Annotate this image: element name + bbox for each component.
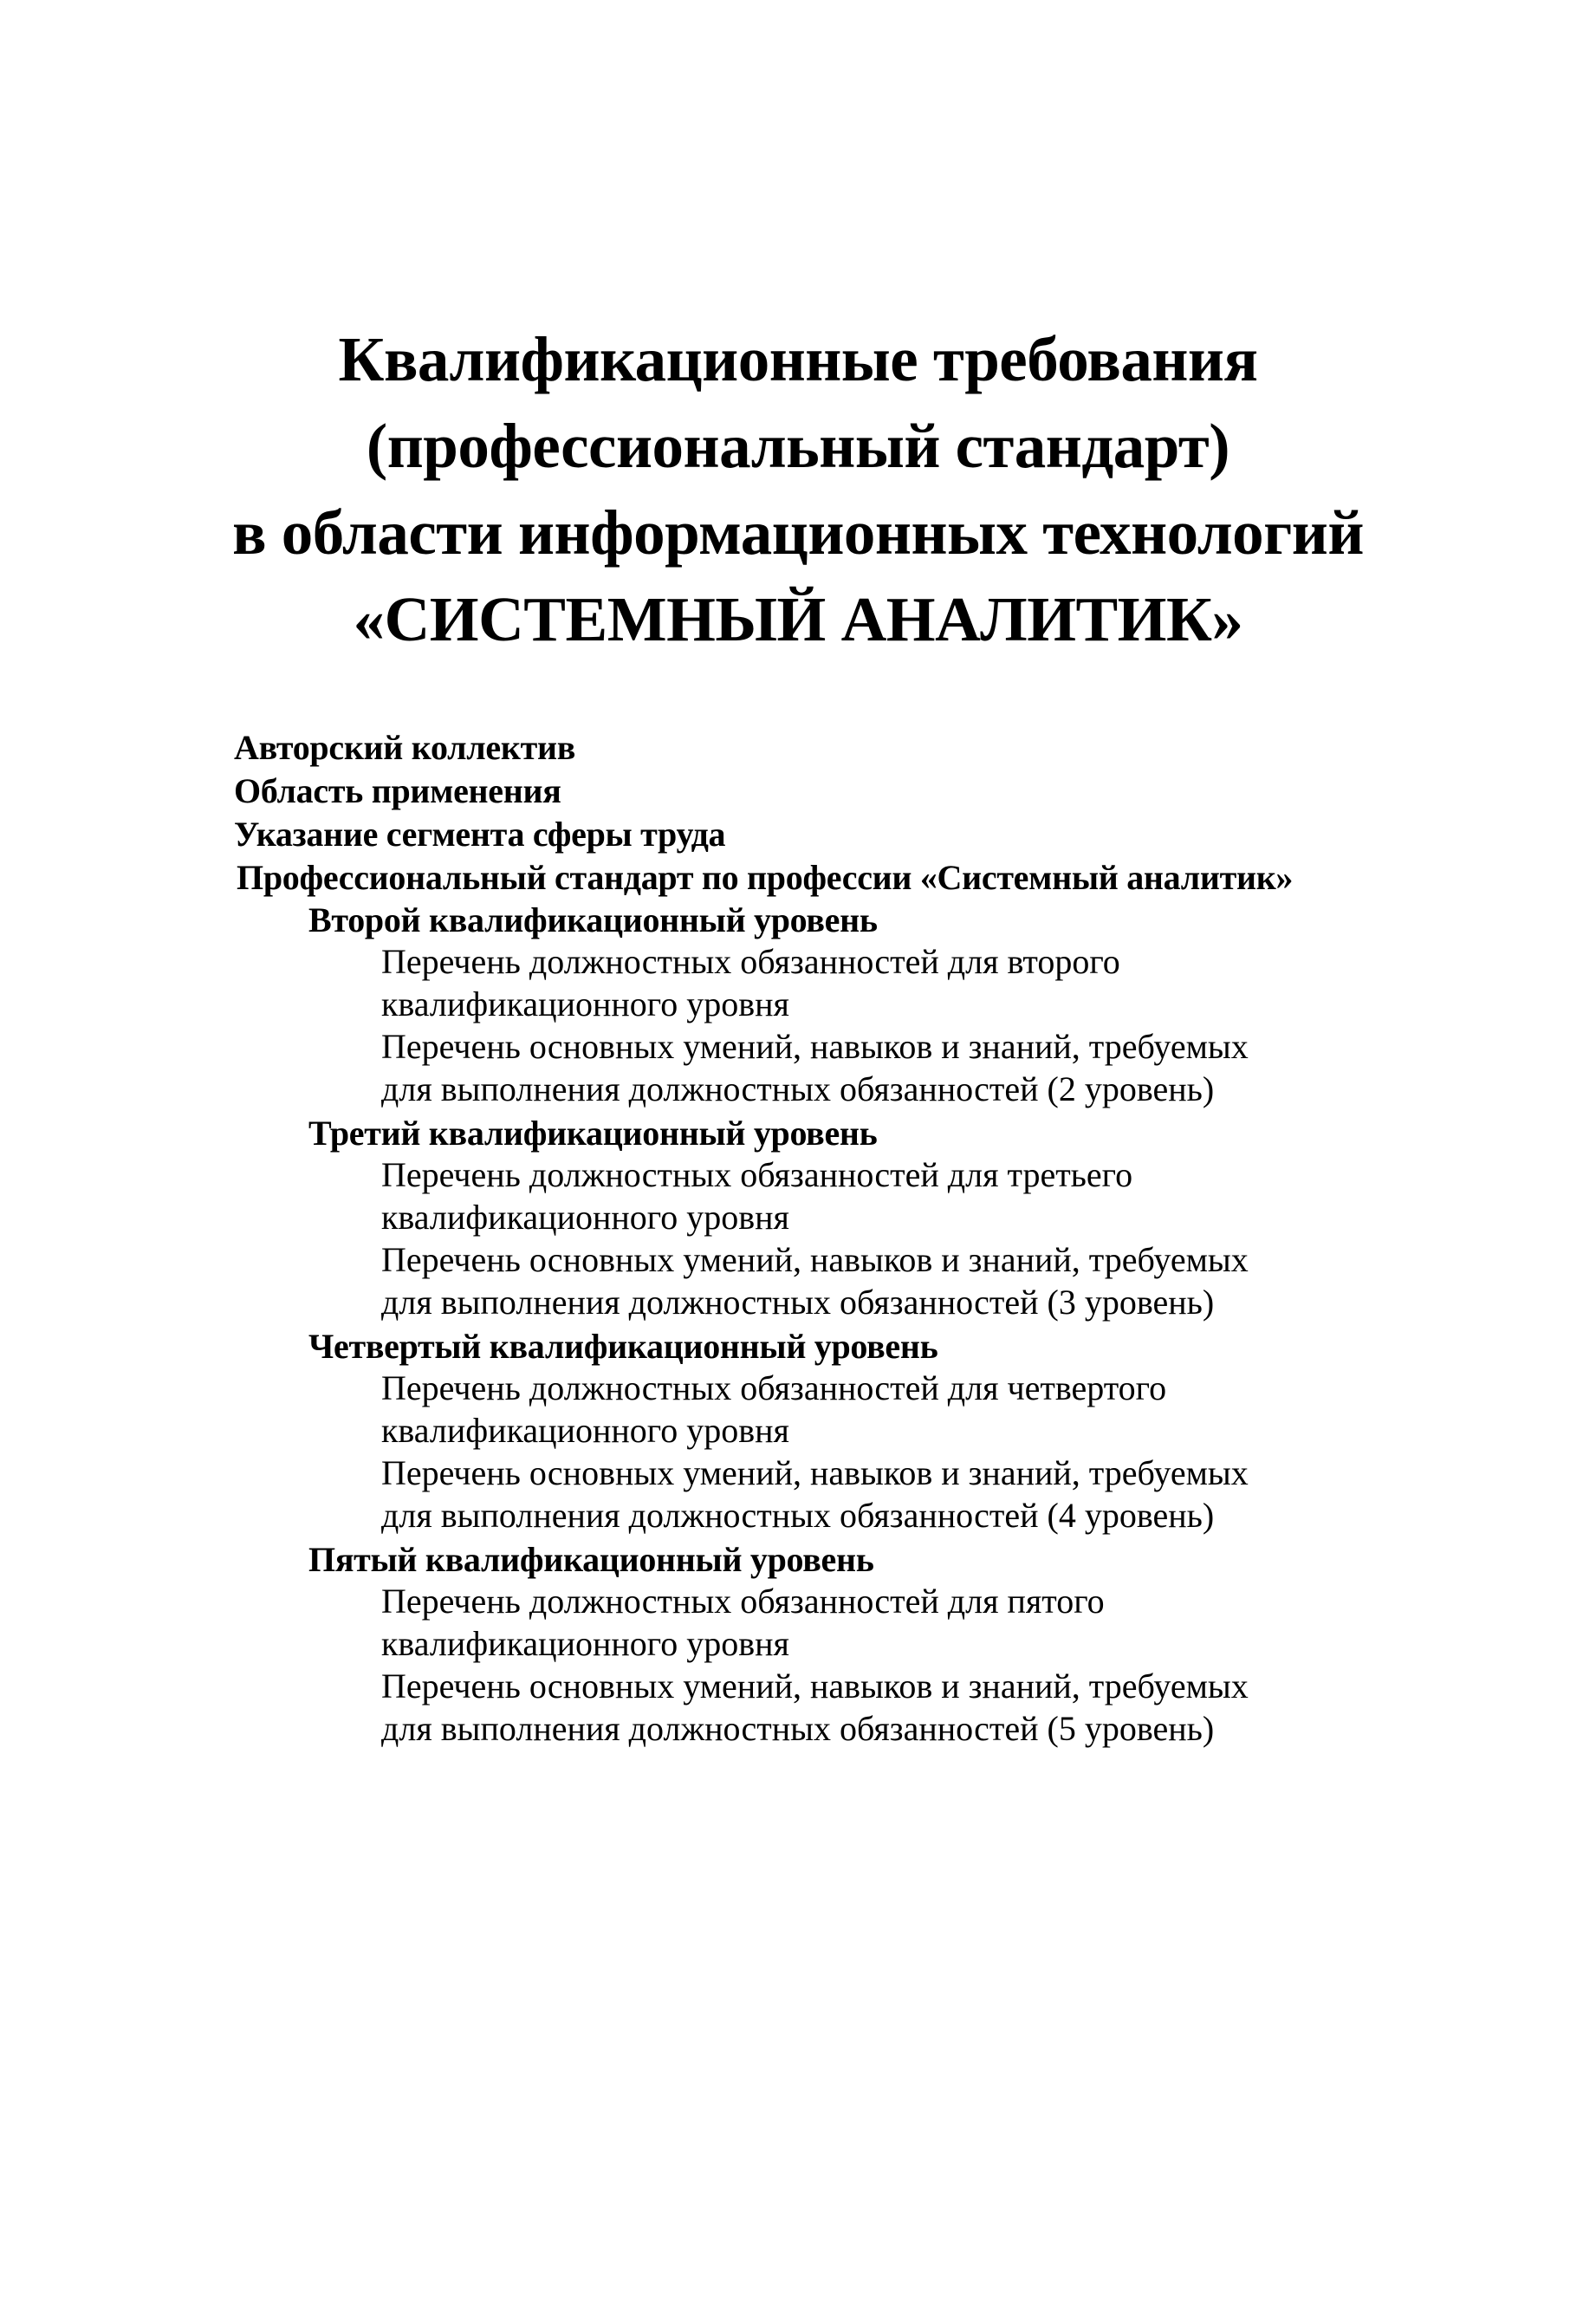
toc-item-level-4-skills[interactable] [381,1452,1249,1537]
toc-line: Перечень основных умений, навыков и знаний, требуемых [381,1667,1249,1706]
toc-item-authors[interactable]: Авторский коллектив [234,728,576,767]
title-line: Квалификационные требования [338,324,1258,394]
toc-item-level-3-skills[interactable] [381,1238,1249,1323]
toc-line: для выполнения должностных обязанностей (5 уровень) [381,1709,1215,1748]
toc-item-level-2-duties[interactable] [381,940,1120,1025]
toc-line: Перечень должностных обязанностей для третьего [381,1155,1133,1194]
toc-line: Перечень основных умений, навыков и знаний, требуемых [381,1240,1249,1279]
toc-item-level-4[interactable]: Четвертый квалификационный уровень [308,1327,938,1366]
toc-line: Перечень должностных обязанностей для второго [381,942,1120,981]
toc-item-level-5-duties[interactable] [381,1580,1105,1665]
toc-line: квалификационного уровня [381,1198,789,1237]
toc-item-level-3[interactable]: Третий квалификационный уровень [308,1114,878,1153]
toc-item-scope[interactable]: Область применения [234,771,561,810]
toc-item-level-4-duties[interactable] [381,1367,1166,1452]
toc-item-standard[interactable]: Профессиональный стандарт по профессии «Системный аналитик» [237,858,1294,897]
toc-line: квалификационного уровня [381,984,789,1023]
toc-item-level-3-duties[interactable] [381,1153,1132,1238]
toc-item-level-2-skills[interactable] [381,1025,1249,1110]
title-line: в области информационных технологий [232,497,1364,568]
toc-line: Перечень основных умений, навыков и знаний, требуемых [381,1027,1249,1066]
toc-line: Перечень должностных обязанностей для пятого [381,1582,1105,1621]
toc-line: Перечень основных умений, навыков и знаний, требуемых [381,1453,1249,1492]
toc-line: для выполнения должностных обязанностей (2 уровень) [381,1069,1215,1108]
toc-line: квалификационного уровня [381,1624,789,1663]
toc-line: квалификационного уровня [381,1411,789,1450]
toc-line: Перечень должностных обязанностей для четвертого [381,1368,1167,1407]
toc-line: для выполнения должностных обязанностей (4 уровень) [381,1496,1215,1535]
title-line: (профессиональный стандарт) [366,411,1230,481]
toc-item-level-5-skills[interactable] [381,1665,1249,1750]
toc-item-segment[interactable]: Указание сегмента сферы труда [234,815,726,854]
title-line: «СИСТЕМНЫЙ АНАЛИТИК» [353,584,1243,654]
toc-item-level-2[interactable]: Второй квалификационный уровень [308,900,878,939]
toc-line: для выполнения должностных обязанностей (3 уровень) [381,1283,1215,1322]
toc-item-level-5[interactable]: Пятый квалификационный уровень [308,1540,874,1579]
document-title [0,316,1596,663]
